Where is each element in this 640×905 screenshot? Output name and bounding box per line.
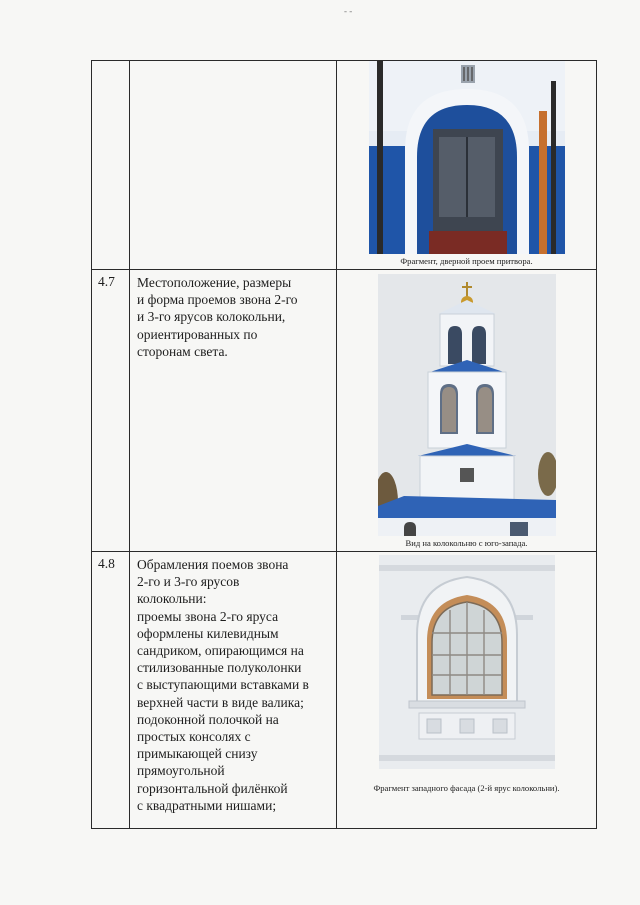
photo-cell <box>337 270 597 552</box>
page-mark: - - <box>344 6 353 16</box>
row-description: Обрамления поемов звона 2-го и 3-го ярусов колокольни: проемы звона 2-го яруса оформлены килевидным сандриком, опирающимся на стилизованные полуколонки с выступающими вставками в верхней части в виде валика; подоконной полочкой на простых консолях с примыкающей снизу прямоугольной горизонтальной филёнкой с квадратными нишами; <box>130 552 337 829</box>
row-description <box>130 61 337 270</box>
photo-caption: Вид на колокольню с юго-запада. <box>405 538 528 548</box>
row-number <box>92 61 130 270</box>
photo-caption: Фрагмент, дверной проем притвора. <box>400 256 533 266</box>
photo-cell <box>337 552 597 829</box>
document-table <box>91 60 597 829</box>
photo-cell <box>337 61 597 270</box>
row-description: Местоположение, размеры и форма проемов звона 2-го и 3-го ярусов колокольни, ориентированных по сторонам света. <box>130 270 337 552</box>
church-door-photo <box>369 61 565 254</box>
table-row <box>92 270 597 552</box>
table-row <box>92 552 597 829</box>
row-number: 4.7 <box>92 270 130 552</box>
arched-window-photo <box>379 555 555 769</box>
photo-caption: Фрагмент западного фасада (2-й ярус колокольни). <box>373 783 560 793</box>
table-row <box>92 61 597 270</box>
bell-tower-photo <box>378 274 556 536</box>
row-number: 4.8 <box>92 552 130 829</box>
